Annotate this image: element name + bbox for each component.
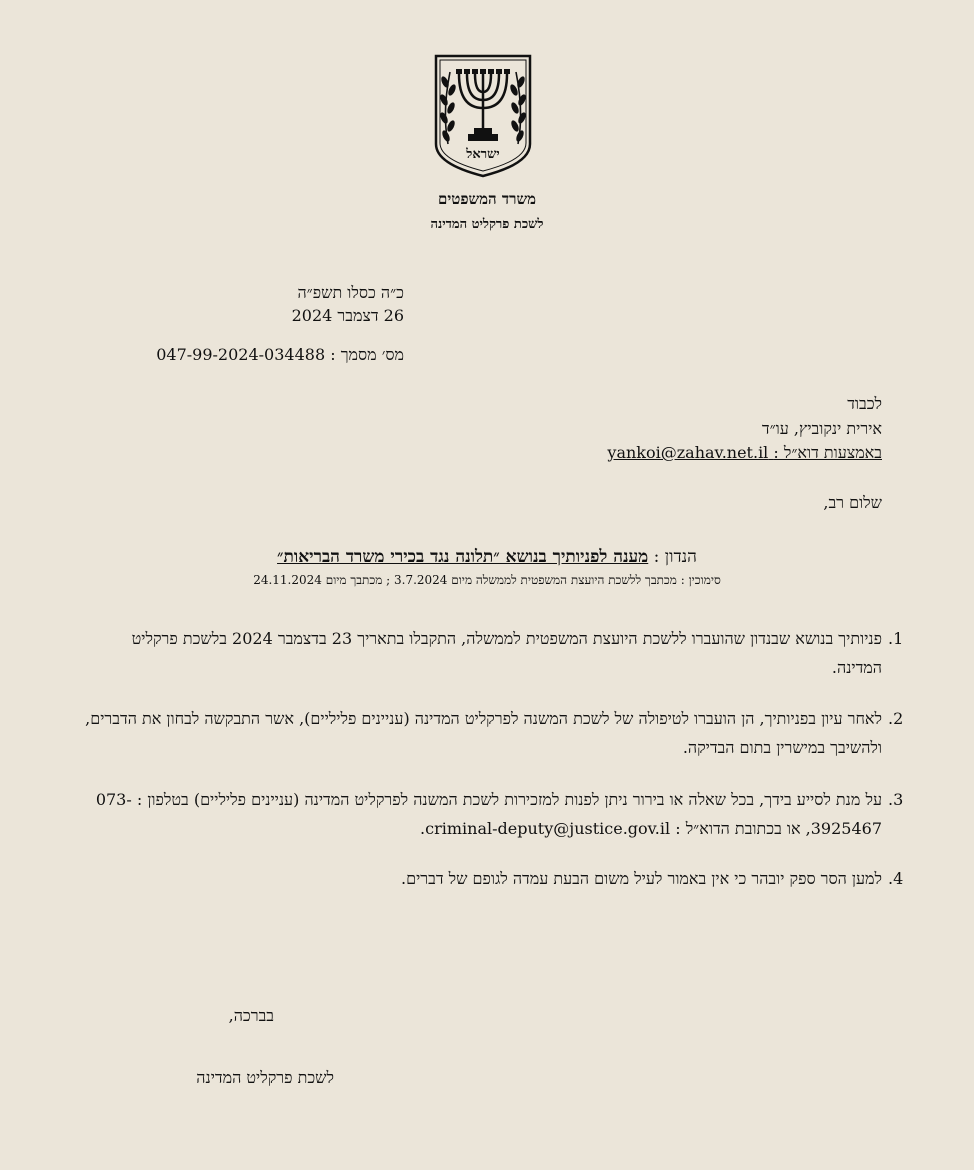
- document-number-value: 047-99-2024-034488: [156, 345, 326, 364]
- paragraph-1: [82, 624, 904, 682]
- greeting: שלום רב,: [823, 493, 882, 512]
- gregorian-date: 26 דצמבר 2024: [291, 306, 404, 325]
- subject-line: [80, 547, 894, 567]
- ministry-name: משרד המשפטים: [438, 190, 536, 208]
- paragraph-text: פניותיך בנושא שבנדון שהועברו ללשכת היועצת המשפטית לממשלה, התקבלו בתאריך 23 בדצמבר 2024 בלשכת פרקליט המדינה.: [131, 629, 882, 677]
- hebrew-date: כ״ה כסלו תשפ״ה: [297, 283, 404, 302]
- state-emblem-menorah-icon: [430, 52, 536, 180]
- document-number-label: מס׳ מסמך :: [330, 345, 404, 364]
- recipient-name: אירית ינקוביץ, עו״ד: [761, 419, 882, 438]
- closing-signature: לשכת פרקליט המדינה: [196, 1068, 334, 1087]
- paragraph-4: [82, 864, 904, 893]
- paragraph-text: על מנת לסייע בידך, בכל שאלה או בירור ניתן לפנות למזכירות לשכת המשנה לפרקליט המדינה (עניינים פליליים) בטלפון : 073-3925467, או בכתובת הדוא״ל : criminal-deputy@justice.gov.il.: [95, 790, 882, 838]
- references-line: סימוכין : מכתבך ללשכת היועצת המשפטית לממשלה מיום 3.7.2024 ; מכתבך מיום 24.11.2024: [253, 573, 721, 587]
- recipient-salutation: לכבוד: [847, 394, 882, 413]
- recipient-email-label: באמצעות דוא״ל :: [773, 443, 882, 462]
- subject-label: הנדון :: [653, 547, 697, 567]
- paragraph-2: [82, 704, 904, 762]
- closing-blessing: בברכה,: [228, 1006, 274, 1025]
- paragraph-text: לאחר עיון בפניותיך, הן הועברו לטיפולה של לשכת המשנה לפרקליט המדינה (עניינים פליליים), אשר התבקשה לבחון את הדברים, ולהשיבך במישרין בתום הבדיקה.: [85, 709, 882, 757]
- paragraph-number: 3.: [888, 790, 904, 809]
- paragraph-text: למען הסר ספק יובהר כי אין באמור לעיל משום הבעת עמדה לגופם של דברים.: [401, 869, 882, 888]
- emblem-text: ישראל: [466, 147, 500, 162]
- paragraph-3: [82, 785, 904, 843]
- paragraph-number: 2.: [888, 709, 904, 728]
- recipient-email-line: [607, 443, 882, 463]
- recipient-email[interactable]: yankoi@zahav.net.il: [607, 443, 769, 462]
- document-number: [156, 345, 404, 365]
- office-name: לשכת פרקליט המדינה: [430, 217, 544, 232]
- paragraph-number: 1.: [888, 629, 904, 648]
- subject-text: מענה לפניותיך בנושא ״תלונה נגד בכירי משרד הבריאות״: [277, 547, 649, 567]
- paragraph-number: 4.: [888, 869, 904, 888]
